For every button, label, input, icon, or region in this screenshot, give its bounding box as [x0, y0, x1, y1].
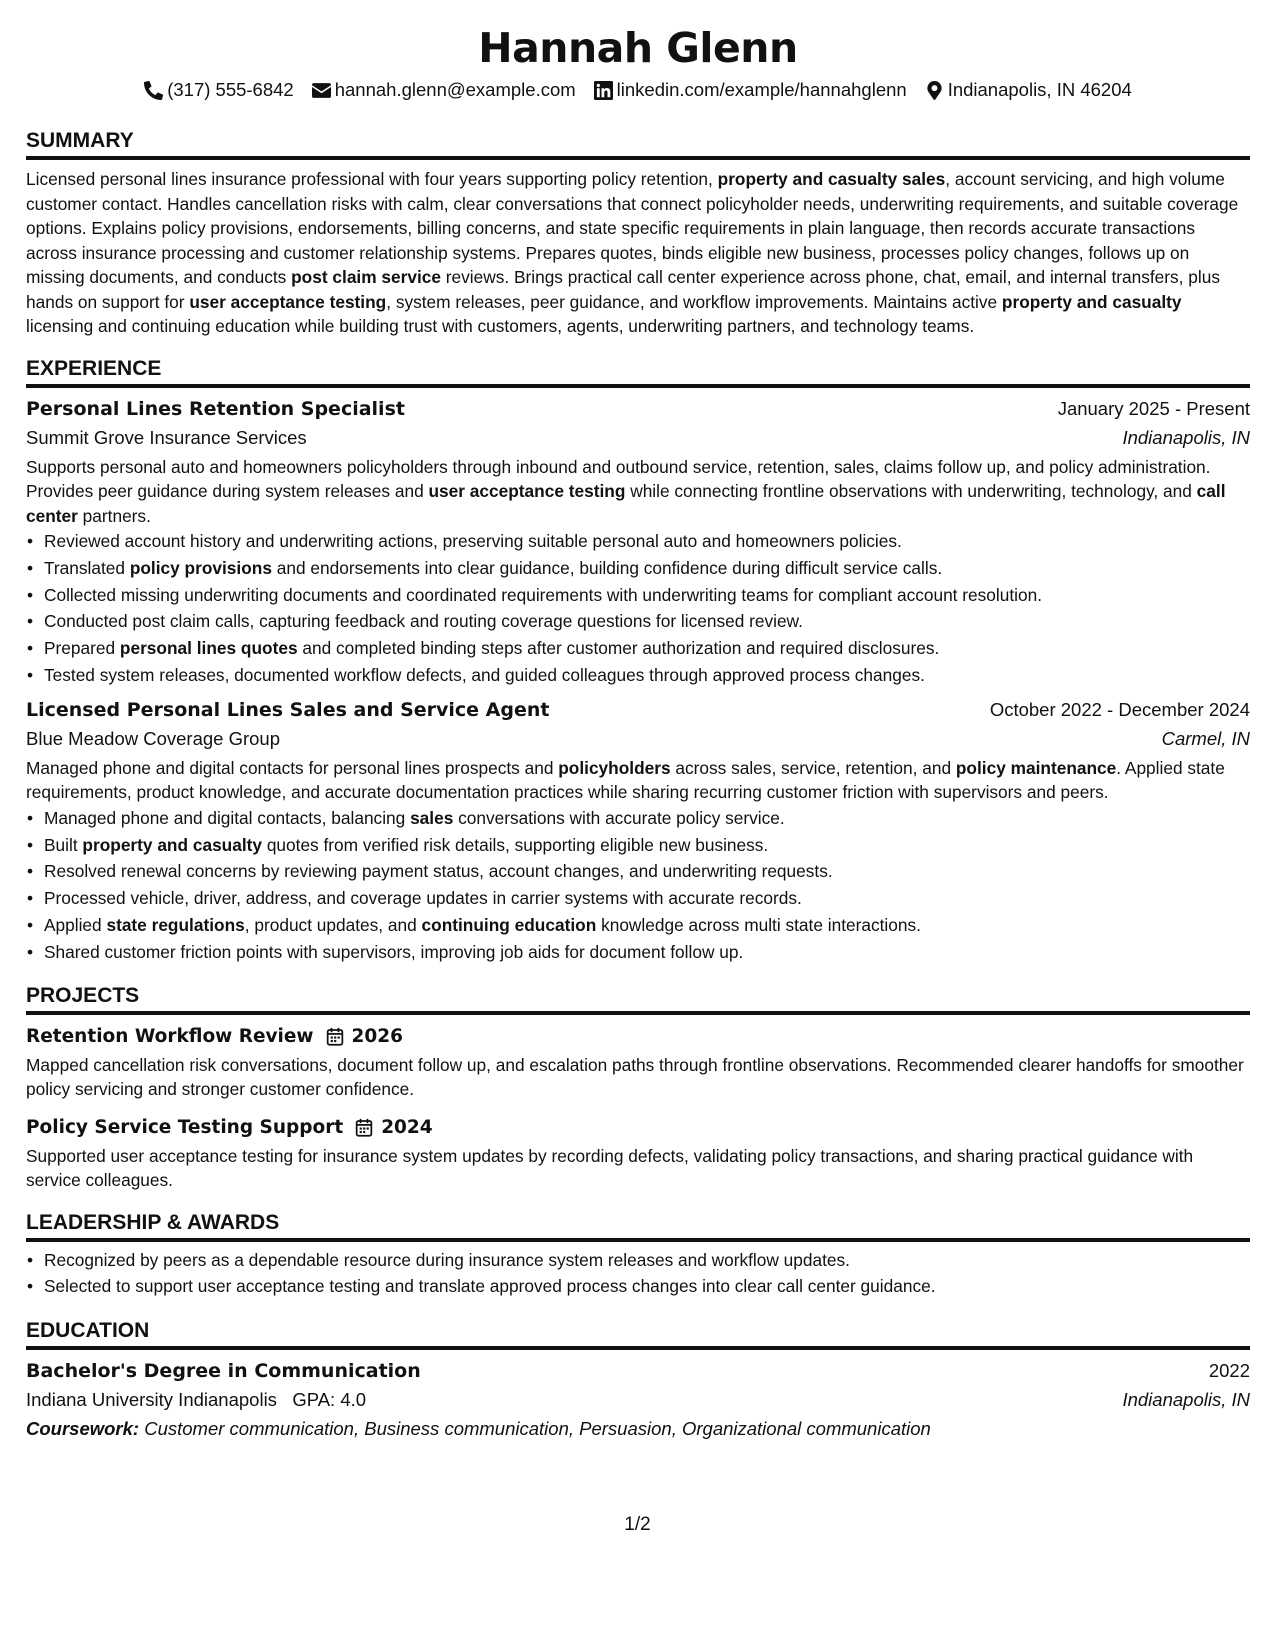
text-run: Tested system releases, documented workflow defects, and guided colleagues through approved process changes.	[44, 664, 925, 685]
job-bullets	[26, 805, 1250, 966]
contact-email[interactable]	[312, 78, 576, 102]
bold-keyword: personal lines quotes	[119, 638, 298, 659]
text-run: Licensed personal lines insurance professional with four years supporting policy retention,	[26, 169, 718, 189]
job-dates: January 2025 - Present	[1057, 397, 1250, 419]
linkedin-text: linkedin.com/example/hannahglenn	[616, 79, 907, 100]
coursework	[26, 1415, 1250, 1443]
text-run: Processed vehicle, driver, address, and coverage updates in carrier systems with accurate records.	[44, 888, 802, 909]
text-run: licensing and continuing education while building trust with customers, agents, underwriting partners, and technology teams.	[26, 316, 975, 336]
location-text: Indianapolis, IN 46204	[947, 79, 1132, 100]
text-run: , system releases, peer guidance, and workflow improvements. Maintains active	[386, 291, 1002, 312]
bold-keyword: policyholders	[558, 757, 671, 778]
text-run: Managed phone and digital contacts for personal lines prospects and	[26, 757, 559, 778]
job-location: Indianapolis, IN	[1122, 426, 1250, 448]
list-item: • Selected to support user acceptance testing and translate approved process changes into clear call center guidance.	[44, 1273, 1250, 1300]
contact-bar	[26, 78, 1250, 102]
job-title: Personal Lines Retention Specialist	[26, 397, 405, 420]
bold-keyword: property and casualty	[82, 834, 263, 855]
coursework-list: Customer communication, Business communication, Persuasion, Organizational communication	[144, 1418, 931, 1440]
bold-keyword: policy maintenance	[955, 757, 1117, 778]
text-run: reviews. Brings practical call center experience across phone, chat, email, and internal transfers, plus hands on support for	[26, 267, 1220, 312]
school-location: Indianapolis, IN	[1122, 1389, 1250, 1411]
project-year: 2026	[351, 1026, 404, 1048]
resume-page	[26, 22, 1250, 1443]
bold-keyword: continuing education	[421, 914, 597, 935]
text-run: , account servicing, and high volume customer contact. Handles cancellation risks with calm, clear conversations that connect policyholder needs, underwriting requirements, and suitable coverage options. Explains policy provisions, endorsements, billing concerns, and state specific requirements in plain language, then records accurate transactions across insurance processing and customer relationship systems. Prepares quotes, binds eligible new business, processes policy changes, follows up on missing documents, and conducts	[26, 169, 1239, 287]
text-run: Collected missing underwriting documents and coordinated requirements with underwriting teams for compliant account resolution.	[44, 584, 1043, 605]
project-entry	[26, 1023, 1250, 1102]
bold-keyword: property and casualty sales	[717, 169, 946, 189]
job-title: Licensed Personal Lines Sales and Service Agent	[26, 698, 550, 721]
text-run: Supports personal auto and homeowners policyholders through inbound and outbound service, retention, sales, claims follow up, and policy administration. Provides peer guidance during system releases and	[26, 456, 1211, 501]
contact-linkedin[interactable]	[594, 78, 907, 102]
bold-keyword: state regulations	[106, 914, 245, 935]
leadership-heading: LEADERSHIP & AWARDS	[26, 1210, 1250, 1242]
list-item	[44, 662, 1250, 689]
bold-keyword: user acceptance testing	[189, 291, 387, 312]
list-item	[44, 939, 1250, 966]
leadership-list	[26, 1247, 1250, 1301]
text-run: and completed binding steps after customer authorization and required disclosures.	[297, 638, 940, 659]
envelope-icon	[312, 81, 331, 100]
text-run: Applied	[44, 914, 107, 935]
linkedin-icon	[594, 81, 613, 100]
calendar-icon	[326, 1027, 344, 1046]
gpa: GPA: 4.0	[292, 1389, 367, 1411]
list-item	[44, 635, 1250, 662]
job-description	[26, 756, 1250, 805]
list-item	[44, 885, 1250, 912]
projects-heading: PROJECTS	[26, 983, 1250, 1015]
bold-keyword: post claim service	[291, 267, 441, 287]
summary-text	[26, 167, 1250, 339]
text-run: , product updates, and	[244, 914, 422, 935]
list-item	[44, 805, 1250, 832]
text-run: Conducted post claim calls, capturing feedback and routing coverage questions for licensed review.	[44, 611, 803, 632]
phone-icon	[144, 81, 163, 100]
phone-text: (317) 555-6842	[167, 79, 294, 100]
project-description: Supported user acceptance testing for insurance system updates by recording defects, validating policy transactions, and sharing practical guidance with service colleagues.	[26, 1145, 1194, 1191]
list-item	[44, 832, 1250, 859]
calendar-icon	[355, 1118, 373, 1137]
job-entry	[26, 395, 1250, 689]
summary-heading: SUMMARY	[26, 128, 1250, 160]
degree-title: Bachelor's Degree in Communication	[26, 1360, 421, 1383]
experience-heading: EXPERIENCE	[26, 356, 1250, 388]
contact-phone[interactable]	[144, 78, 294, 102]
bold-keyword: call center	[26, 481, 1226, 526]
job-description	[26, 455, 1250, 529]
coursework-label: Coursework:	[26, 1418, 140, 1440]
text-run: Built	[44, 834, 83, 855]
project-title: Retention Workflow Review	[26, 1025, 314, 1047]
list-item	[44, 582, 1250, 609]
list-item	[44, 912, 1250, 939]
job-location: Carmel, IN	[1161, 727, 1250, 749]
text-run: quotes from verified risk details, supporting eligible new business.	[262, 834, 769, 855]
list-item	[44, 608, 1250, 635]
text-run: Shared customer friction points with supervisors, improving job aids for document follow up.	[44, 941, 744, 962]
text-run: Prepared	[44, 638, 120, 659]
project-entry	[26, 1114, 1250, 1193]
project-description: Mapped cancellation risk conversations, document follow up, and escalation paths through frontline observations. Recommended clearer handoffs for smoother policy servicing and stronger customer confidence.	[26, 1054, 1244, 1100]
list-item	[44, 858, 1250, 885]
text-run: . Applied state requirements, product knowledge, and accurate documentation practices while sharing recurring customer friction with supervisors and peers.	[26, 757, 1225, 803]
list-item	[44, 528, 1250, 555]
text-run: and endorsements into clear guidance, building confidence during difficult service calls.	[271, 557, 943, 578]
email-text: hannah.glenn@example.com	[334, 79, 576, 100]
bold-keyword: policy provisions	[129, 557, 272, 578]
job-entry	[26, 696, 1250, 966]
bold-keyword: property and casualty	[1001, 291, 1182, 312]
map-pin-icon	[925, 81, 944, 100]
text-run: conversations with accurate policy service.	[453, 807, 785, 828]
education-heading: EDUCATION	[26, 1318, 1250, 1350]
text-run: partners.	[77, 505, 151, 526]
list-item	[44, 555, 1250, 582]
text-run: Managed phone and digital contacts, balancing	[44, 807, 411, 828]
text-run: Resolved renewal concerns by reviewing payment status, account changes, and underwriting requests.	[44, 861, 833, 882]
education-entry	[26, 1357, 1250, 1443]
contact-location	[925, 78, 1132, 102]
company-name: Summit Grove Insurance Services	[26, 426, 307, 448]
company-name: Blue Meadow Coverage Group	[26, 727, 281, 749]
project-title: Policy Service Testing Support	[26, 1116, 344, 1138]
page-indicator: 1/2	[624, 1514, 651, 1535]
text-run: Reviewed account history and underwriting actions, preserving suitable personal auto and homeowners policies.	[44, 531, 902, 551]
job-dates: October 2022 - December 2024	[989, 698, 1250, 720]
candidate-name: Hannah Glenn	[478, 24, 798, 72]
project-year: 2024	[381, 1117, 433, 1139]
text-run: across sales, service, retention, and	[670, 757, 956, 778]
school-name: Indiana University Indianapolis	[26, 1389, 277, 1411]
bold-keyword: sales	[410, 807, 454, 828]
text-run: while connecting frontline observations with underwriting, technology, and	[625, 481, 1197, 501]
job-bullets	[26, 528, 1250, 689]
text-run: Translated	[44, 557, 130, 578]
graduation-year: 2022	[1208, 1360, 1250, 1382]
text-run: knowledge across multi state interactions.	[596, 914, 921, 935]
bold-keyword: user acceptance testing	[428, 481, 626, 501]
list-item: • Recognized by peers as a dependable resource during insurance system releases and workflow updates.	[44, 1247, 1250, 1274]
